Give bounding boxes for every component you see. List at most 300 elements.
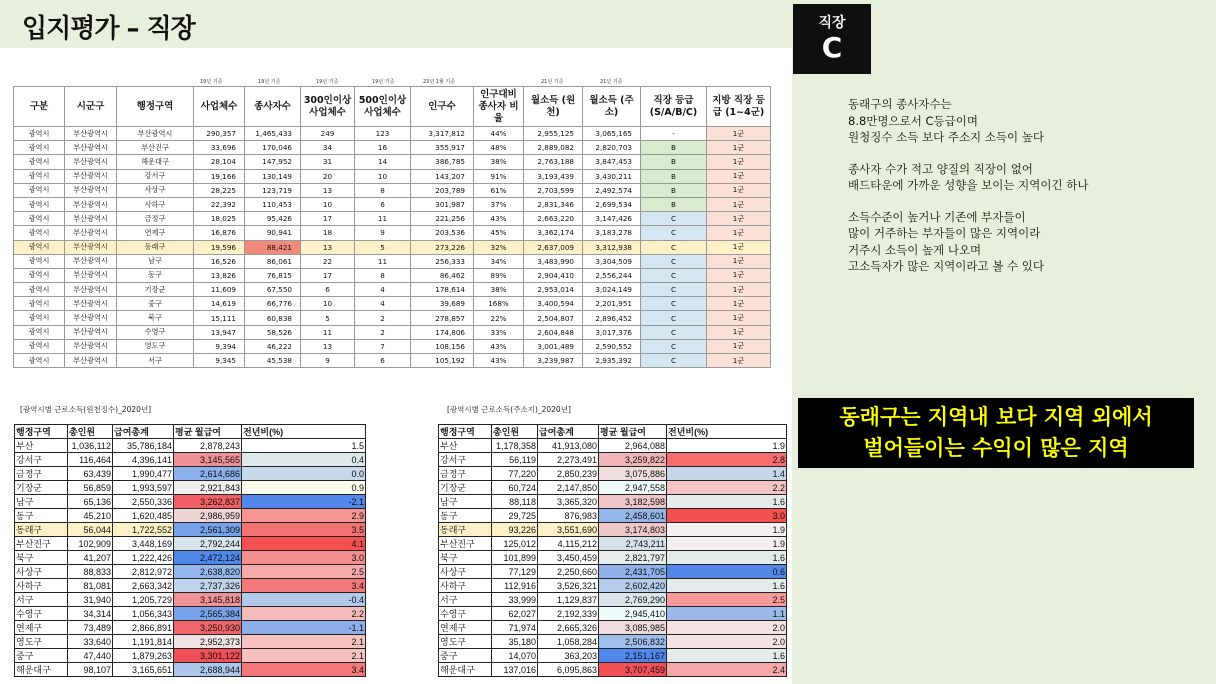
table-cell: 광역시 bbox=[14, 197, 65, 211]
table-cell: 16,876 bbox=[194, 226, 245, 240]
note-line: 동래구의 종사자수는 bbox=[848, 97, 952, 111]
table-cell: 2,769,290 bbox=[599, 593, 667, 607]
table-cell: 1.9 bbox=[667, 439, 787, 453]
table-cell: 14 bbox=[355, 155, 411, 169]
conclusion-callout bbox=[798, 398, 1194, 468]
table-cell: 130,149 bbox=[245, 169, 301, 183]
table-cell: 2.0 bbox=[667, 621, 787, 635]
table-cell: 17 bbox=[301, 268, 355, 282]
table-cell: 3,430,211 bbox=[583, 169, 641, 183]
table-cell: 2,904,410 bbox=[524, 268, 583, 282]
table-cell: 부산 bbox=[15, 439, 68, 453]
table-cell: 강서구 bbox=[117, 169, 194, 183]
table-cell: 광역시 bbox=[14, 141, 65, 155]
table-cell: 62,027 bbox=[492, 607, 538, 621]
column-note: 19년 기준 bbox=[316, 79, 339, 85]
table-cell: 14,619 bbox=[194, 297, 245, 311]
column-header: 행정구역 bbox=[439, 425, 492, 439]
table-row bbox=[439, 523, 787, 537]
table-cell: 1,465,433 bbox=[245, 127, 301, 141]
column-header: 인구수 bbox=[411, 87, 474, 127]
table-cell: 2.1 bbox=[242, 635, 366, 649]
table-cell: 10 bbox=[301, 297, 355, 311]
table-cell: 동구 bbox=[439, 509, 492, 523]
table-cell: 부산광역시 bbox=[65, 183, 117, 197]
table-cell: 1.9 bbox=[667, 523, 787, 537]
table-cell: 사하구 bbox=[15, 579, 68, 593]
table-cell: 3,362,174 bbox=[524, 226, 583, 240]
table-cell: 부산광역시 bbox=[65, 354, 117, 368]
table-cell: 2,201,951 bbox=[583, 297, 641, 311]
table-cell: 수영구 bbox=[15, 607, 68, 621]
table-cell: 부산광역시 bbox=[65, 141, 117, 155]
column-note: 19년 기준 bbox=[200, 79, 223, 85]
table-cell: 77,220 bbox=[492, 467, 538, 481]
table-cell: 2,952,373 bbox=[174, 635, 242, 649]
table-cell: 174,806 bbox=[411, 325, 474, 339]
table-cell: 남구 bbox=[15, 495, 68, 509]
table-row bbox=[14, 169, 771, 183]
table-cell: 동래구 bbox=[15, 523, 68, 537]
table-cell: 2.5 bbox=[242, 565, 366, 579]
column-note: 21년 기준 bbox=[541, 79, 564, 85]
note-line: 배드타운에 가까운 성향을 보이는 지역이긴 하나 bbox=[848, 178, 1089, 192]
table-cell: 중구 bbox=[117, 297, 194, 311]
table-cell: 광역시 bbox=[14, 254, 65, 268]
table-row bbox=[15, 565, 366, 579]
table-cell: 3.5 bbox=[242, 523, 366, 537]
table-row bbox=[14, 325, 771, 339]
table-cell: 2.2 bbox=[242, 607, 366, 621]
table-cell: 20 bbox=[301, 169, 355, 183]
table-row bbox=[439, 453, 787, 467]
table-row bbox=[15, 551, 366, 565]
table-cell: 1군 bbox=[707, 325, 771, 339]
table-row bbox=[14, 354, 771, 368]
table-cell: 8 bbox=[355, 183, 411, 197]
column-header: 인구대비 종사자 비율 bbox=[474, 87, 524, 127]
table-cell: 해운대구 bbox=[117, 155, 194, 169]
table-row bbox=[439, 663, 787, 677]
table-cell: C bbox=[641, 254, 707, 268]
table-cell: 3,262,837 bbox=[174, 495, 242, 509]
table-cell: 4,396,141 bbox=[113, 453, 174, 467]
table-cell: C bbox=[641, 339, 707, 353]
table-cell: 44% bbox=[474, 127, 524, 141]
table-cell: 기장군 bbox=[439, 481, 492, 495]
table-row bbox=[439, 649, 787, 663]
table-cell: 73,489 bbox=[68, 621, 113, 635]
table-cell: 102,909 bbox=[68, 537, 113, 551]
table-cell: 2,561,309 bbox=[174, 523, 242, 537]
table-cell: 3,551,690 bbox=[538, 523, 599, 537]
table-row bbox=[439, 635, 787, 649]
table-cell: 강서구 bbox=[439, 453, 492, 467]
table-cell: 1군 bbox=[707, 197, 771, 211]
table-cell: C bbox=[641, 311, 707, 325]
table-row bbox=[15, 523, 366, 537]
table-cell: 2,955,125 bbox=[524, 127, 583, 141]
table-cell: 2,506,832 bbox=[599, 635, 667, 649]
table-cell: 1군 bbox=[707, 283, 771, 297]
table-cell: 3,001,489 bbox=[524, 339, 583, 353]
table-cell: 3,239,987 bbox=[524, 354, 583, 368]
column-header: 평균 월급여 bbox=[599, 425, 667, 439]
column-header: 총인원 bbox=[68, 425, 113, 439]
table-cell: 광역시 bbox=[14, 325, 65, 339]
table-cell: 13,947 bbox=[194, 325, 245, 339]
table-row bbox=[14, 197, 771, 211]
table-cell: 278,857 bbox=[411, 311, 474, 325]
table-cell: 28,104 bbox=[194, 155, 245, 169]
table-cell: 광역시 bbox=[14, 354, 65, 368]
table-cell: 3.4 bbox=[242, 579, 366, 593]
table-row bbox=[439, 481, 787, 495]
table-cell: 1군 bbox=[707, 339, 771, 353]
table-cell: 4.1 bbox=[242, 537, 366, 551]
table-row bbox=[15, 509, 366, 523]
table-cell: 38% bbox=[474, 155, 524, 169]
table-cell: 1,222,426 bbox=[113, 551, 174, 565]
table-cell: C bbox=[641, 240, 707, 254]
table-cell: 2,273,491 bbox=[538, 453, 599, 467]
table-cell: 9,345 bbox=[194, 354, 245, 368]
table-cell: 11 bbox=[355, 254, 411, 268]
table-cell: 91% bbox=[474, 169, 524, 183]
table-row bbox=[14, 311, 771, 325]
table-row bbox=[439, 579, 787, 593]
table-cell: 273,226 bbox=[411, 240, 474, 254]
table-cell: 29,725 bbox=[492, 509, 538, 523]
table-cell: 2,458,601 bbox=[599, 509, 667, 523]
table-cell: 1,205,729 bbox=[113, 593, 174, 607]
table-cell: 35,180 bbox=[492, 635, 538, 649]
analysis-note bbox=[848, 96, 1198, 290]
table-cell: 43% bbox=[474, 339, 524, 353]
table-cell: 사하구 bbox=[117, 197, 194, 211]
table-cell: 중구 bbox=[15, 649, 68, 663]
table-cell: 3.0 bbox=[242, 551, 366, 565]
table-cell: 3,182,598 bbox=[599, 495, 667, 509]
table-cell: 34 bbox=[301, 141, 355, 155]
table-cell: B bbox=[641, 141, 707, 155]
table-cell: 광역시 bbox=[14, 212, 65, 226]
badge-grade: C bbox=[821, 31, 843, 64]
table-cell: 63,439 bbox=[68, 467, 113, 481]
table-cell: 2,688,944 bbox=[174, 663, 242, 677]
table-cell: 1,036,112 bbox=[68, 439, 113, 453]
table-cell: 178,614 bbox=[411, 283, 474, 297]
table-cell: 1,191,814 bbox=[113, 635, 174, 649]
income-address-table bbox=[438, 424, 787, 677]
table-cell: 1군 bbox=[707, 212, 771, 226]
table-cell: 2,638,820 bbox=[174, 565, 242, 579]
table-cell: 13 bbox=[301, 339, 355, 353]
column-header: 직장 등급 (S/A/B/C) bbox=[641, 87, 707, 127]
table-cell: 동구 bbox=[15, 509, 68, 523]
table-cell: 2 bbox=[355, 311, 411, 325]
table-cell: 2,792,244 bbox=[174, 537, 242, 551]
table-cell: C bbox=[641, 283, 707, 297]
table-cell: 2,921,843 bbox=[174, 481, 242, 495]
table-cell: 광역시 bbox=[14, 283, 65, 297]
table-cell: 18 bbox=[301, 226, 355, 240]
table-cell: 2,820,703 bbox=[583, 141, 641, 155]
column-header: 사업체수 bbox=[194, 87, 245, 127]
callout-line: 벌어들이는 수익이 많은 지역 bbox=[863, 436, 1129, 460]
table-cell: 22,392 bbox=[194, 197, 245, 211]
table-cell: 43% bbox=[474, 212, 524, 226]
table-cell: 부산진구 bbox=[15, 537, 68, 551]
table-cell: 76,815 bbox=[245, 268, 301, 282]
table-row bbox=[14, 297, 771, 311]
table-cell: 3,085,985 bbox=[599, 621, 667, 635]
table-cell: B bbox=[641, 197, 707, 211]
table-cell: 중구 bbox=[439, 649, 492, 663]
column-header: 전년비(%) bbox=[242, 425, 366, 439]
column-header: 500인이상 사업체수 bbox=[355, 87, 411, 127]
table-cell: C bbox=[641, 325, 707, 339]
note-line: 종사자 수가 적고 양질의 직장이 없어 bbox=[848, 161, 1033, 176]
table-cell: 11,609 bbox=[194, 283, 245, 297]
table-cell: 남구 bbox=[117, 254, 194, 268]
note-paragraph-2 bbox=[848, 161, 1198, 194]
table-cell: 203,536 bbox=[411, 226, 474, 240]
table-cell: 2.9 bbox=[242, 509, 366, 523]
table-cell: 13,826 bbox=[194, 268, 245, 282]
table-cell: 1.6 bbox=[667, 551, 787, 565]
page-title: 입지평가 – 직장 bbox=[22, 14, 195, 44]
table-cell: 143,207 bbox=[411, 169, 474, 183]
table-cell: 2,945,410 bbox=[599, 607, 667, 621]
table-cell: 연제구 bbox=[15, 621, 68, 635]
table-cell: 56,859 bbox=[68, 481, 113, 495]
grade-badge bbox=[793, 4, 871, 74]
table-cell: 2,192,339 bbox=[538, 607, 599, 621]
table-cell: 9,394 bbox=[194, 339, 245, 353]
table-cell: 2.5 bbox=[667, 593, 787, 607]
table-cell: 2,151,167 bbox=[599, 649, 667, 663]
table-cell: 41,913,080 bbox=[538, 439, 599, 453]
table-cell: 연제구 bbox=[439, 621, 492, 635]
table-row bbox=[15, 663, 366, 677]
table-cell: 2,637,009 bbox=[524, 240, 583, 254]
table-cell: 90,941 bbox=[245, 226, 301, 240]
table-cell: 1,879,263 bbox=[113, 649, 174, 663]
table-cell: 2,663,342 bbox=[113, 579, 174, 593]
income-source-table bbox=[14, 424, 366, 677]
table-row bbox=[15, 579, 366, 593]
callout-line: 동래구는 지역내 보다 지역 외에서 bbox=[839, 405, 1153, 429]
table-cell: 28,225 bbox=[194, 183, 245, 197]
table-cell: 93,226 bbox=[492, 523, 538, 537]
table-row bbox=[14, 212, 771, 226]
table-cell: 45% bbox=[474, 226, 524, 240]
table-cell: 2,665,326 bbox=[538, 621, 599, 635]
table-cell: 6 bbox=[355, 197, 411, 211]
table-cell: 광역시 bbox=[14, 127, 65, 141]
table-cell: 0.4 bbox=[242, 453, 366, 467]
table-cell: 1.6 bbox=[667, 495, 787, 509]
table-cell: 11 bbox=[301, 325, 355, 339]
table-cell: 14,070 bbox=[492, 649, 538, 663]
table-cell: 34,314 bbox=[68, 607, 113, 621]
table-cell: 2,986,959 bbox=[174, 509, 242, 523]
table-cell: 7 bbox=[355, 339, 411, 353]
table-cell: 1군 bbox=[707, 297, 771, 311]
table-cell: 1군 bbox=[707, 311, 771, 325]
table-cell: 광역시 bbox=[14, 155, 65, 169]
table-row bbox=[14, 240, 771, 254]
table-cell: -0.4 bbox=[242, 593, 366, 607]
table-cell: 31 bbox=[301, 155, 355, 169]
table-cell: 2,743,211 bbox=[599, 537, 667, 551]
table-cell: 2,614,686 bbox=[174, 467, 242, 481]
note-paragraph-3 bbox=[848, 209, 1198, 275]
table-cell: 9 bbox=[355, 226, 411, 240]
table-cell: 34% bbox=[474, 254, 524, 268]
table-cell: 3,847,453 bbox=[583, 155, 641, 169]
table-cell: - bbox=[641, 127, 707, 141]
table-cell: 해운대구 bbox=[439, 663, 492, 677]
table-cell: 170,046 bbox=[245, 141, 301, 155]
table-cell: 2,472,124 bbox=[174, 551, 242, 565]
table-cell: 광역시 bbox=[14, 226, 65, 240]
table-cell: 355,917 bbox=[411, 141, 474, 155]
table-cell: 금정구 bbox=[15, 467, 68, 481]
table-cell: 3,017,376 bbox=[583, 325, 641, 339]
table-cell: 기장군 bbox=[15, 481, 68, 495]
column-header: 종사자수 bbox=[245, 87, 301, 127]
table-cell: 38% bbox=[474, 283, 524, 297]
table-row bbox=[14, 155, 771, 169]
table-cell: 영도구 bbox=[439, 635, 492, 649]
table-cell: 15,111 bbox=[194, 311, 245, 325]
table-row bbox=[15, 481, 366, 495]
table-cell: 16,526 bbox=[194, 254, 245, 268]
table-cell: 동구 bbox=[117, 268, 194, 282]
table-cell: 부산광역시 bbox=[65, 155, 117, 169]
table-cell: 금정구 bbox=[117, 212, 194, 226]
table-cell: 영도구 bbox=[15, 635, 68, 649]
table-cell: 0.6 bbox=[667, 565, 787, 579]
table-row bbox=[439, 509, 787, 523]
table-cell: 3,145,818 bbox=[174, 593, 242, 607]
column-note: 19년 기준 bbox=[372, 79, 395, 85]
table-cell: 6 bbox=[355, 354, 411, 368]
table-cell: B bbox=[641, 155, 707, 169]
table-cell: 105,192 bbox=[411, 354, 474, 368]
table-cell: 동래구 bbox=[117, 240, 194, 254]
table-cell: 0.9 bbox=[242, 481, 366, 495]
table-cell: 147,952 bbox=[245, 155, 301, 169]
table-row bbox=[15, 467, 366, 481]
table-cell: 46,222 bbox=[245, 339, 301, 353]
table-cell: 3,526,321 bbox=[538, 579, 599, 593]
table-cell: 1,620,485 bbox=[113, 509, 174, 523]
table-cell: 1군 bbox=[707, 254, 771, 268]
table-cell: 2,953,014 bbox=[524, 283, 583, 297]
table-cell: 2,878,243 bbox=[174, 439, 242, 453]
column-header: 급여총계 bbox=[538, 425, 599, 439]
table-row bbox=[14, 226, 771, 240]
table-row bbox=[15, 439, 366, 453]
column-header: 월소득 (주소) bbox=[583, 87, 641, 127]
table-row bbox=[14, 283, 771, 297]
table-cell: 서구 bbox=[15, 593, 68, 607]
table-cell: 81,081 bbox=[68, 579, 113, 593]
table-cell: 31,940 bbox=[68, 593, 113, 607]
table-cell: 2,896,452 bbox=[583, 311, 641, 325]
table-cell: 71,974 bbox=[492, 621, 538, 635]
table-cell: 41,207 bbox=[68, 551, 113, 565]
table-cell: 32% bbox=[474, 240, 524, 254]
table-row bbox=[15, 649, 366, 663]
table-cell: 1군 bbox=[707, 268, 771, 282]
table-cell: 부산광역시 bbox=[65, 325, 117, 339]
table-cell: 부산 bbox=[439, 439, 492, 453]
table-cell: 금정구 bbox=[439, 467, 492, 481]
table-cell: 1,990,477 bbox=[113, 467, 174, 481]
table-row bbox=[439, 439, 787, 453]
table-cell: 1군 bbox=[707, 226, 771, 240]
table-cell: 2.8 bbox=[667, 453, 787, 467]
table-cell: 1,058,284 bbox=[538, 635, 599, 649]
table-cell: 56,119 bbox=[492, 453, 538, 467]
table-cell: 2,556,244 bbox=[583, 268, 641, 282]
table-cell: 125,012 bbox=[492, 537, 538, 551]
table-cell: 19,596 bbox=[194, 240, 245, 254]
table-cell: 수영구 bbox=[117, 325, 194, 339]
table-cell: 6,095,863 bbox=[538, 663, 599, 677]
table-cell: 2,737,326 bbox=[174, 579, 242, 593]
table-cell: 3,147,426 bbox=[583, 212, 641, 226]
sub1-title: [광역시별 근로소득(원천징수)_2020년] bbox=[20, 405, 152, 414]
table-cell: 북구 bbox=[439, 551, 492, 565]
table-cell: 876,983 bbox=[538, 509, 599, 523]
table-cell: 부산광역시 bbox=[65, 212, 117, 226]
table-row bbox=[14, 183, 771, 197]
table-cell: 부산광역시 bbox=[65, 226, 117, 240]
table-cell: C bbox=[641, 297, 707, 311]
table-cell: 2,935,392 bbox=[583, 354, 641, 368]
table-cell: 1.4 bbox=[667, 467, 787, 481]
table-cell: 60,838 bbox=[245, 311, 301, 325]
table-cell: 2,663,220 bbox=[524, 212, 583, 226]
table-cell: 3,165,651 bbox=[113, 663, 174, 677]
table-cell: 3,259,822 bbox=[599, 453, 667, 467]
table-cell: 2,147,850 bbox=[538, 481, 599, 495]
column-header: 행정구역 bbox=[15, 425, 68, 439]
column-header: 지방 직장 등급 (1~4군) bbox=[707, 87, 771, 127]
table-cell: 88,833 bbox=[68, 565, 113, 579]
table-cell: 33% bbox=[474, 325, 524, 339]
table-cell: 3,145,565 bbox=[174, 453, 242, 467]
table-cell: 부산광역시 bbox=[117, 127, 194, 141]
table-row bbox=[15, 621, 366, 635]
table-cell: 1.6 bbox=[667, 579, 787, 593]
table-cell: -2.1 bbox=[242, 495, 366, 509]
table-cell: 19,166 bbox=[194, 169, 245, 183]
table-cell: 3,365,320 bbox=[538, 495, 599, 509]
table-cell: -1.1 bbox=[242, 621, 366, 635]
table-cell: 17 bbox=[301, 212, 355, 226]
table-cell: 110,453 bbox=[245, 197, 301, 211]
table-cell: 부산광역시 bbox=[65, 127, 117, 141]
table-cell: 2,565,384 bbox=[174, 607, 242, 621]
table-cell: 2,703,599 bbox=[524, 183, 583, 197]
table-cell: 부산진구 bbox=[439, 537, 492, 551]
